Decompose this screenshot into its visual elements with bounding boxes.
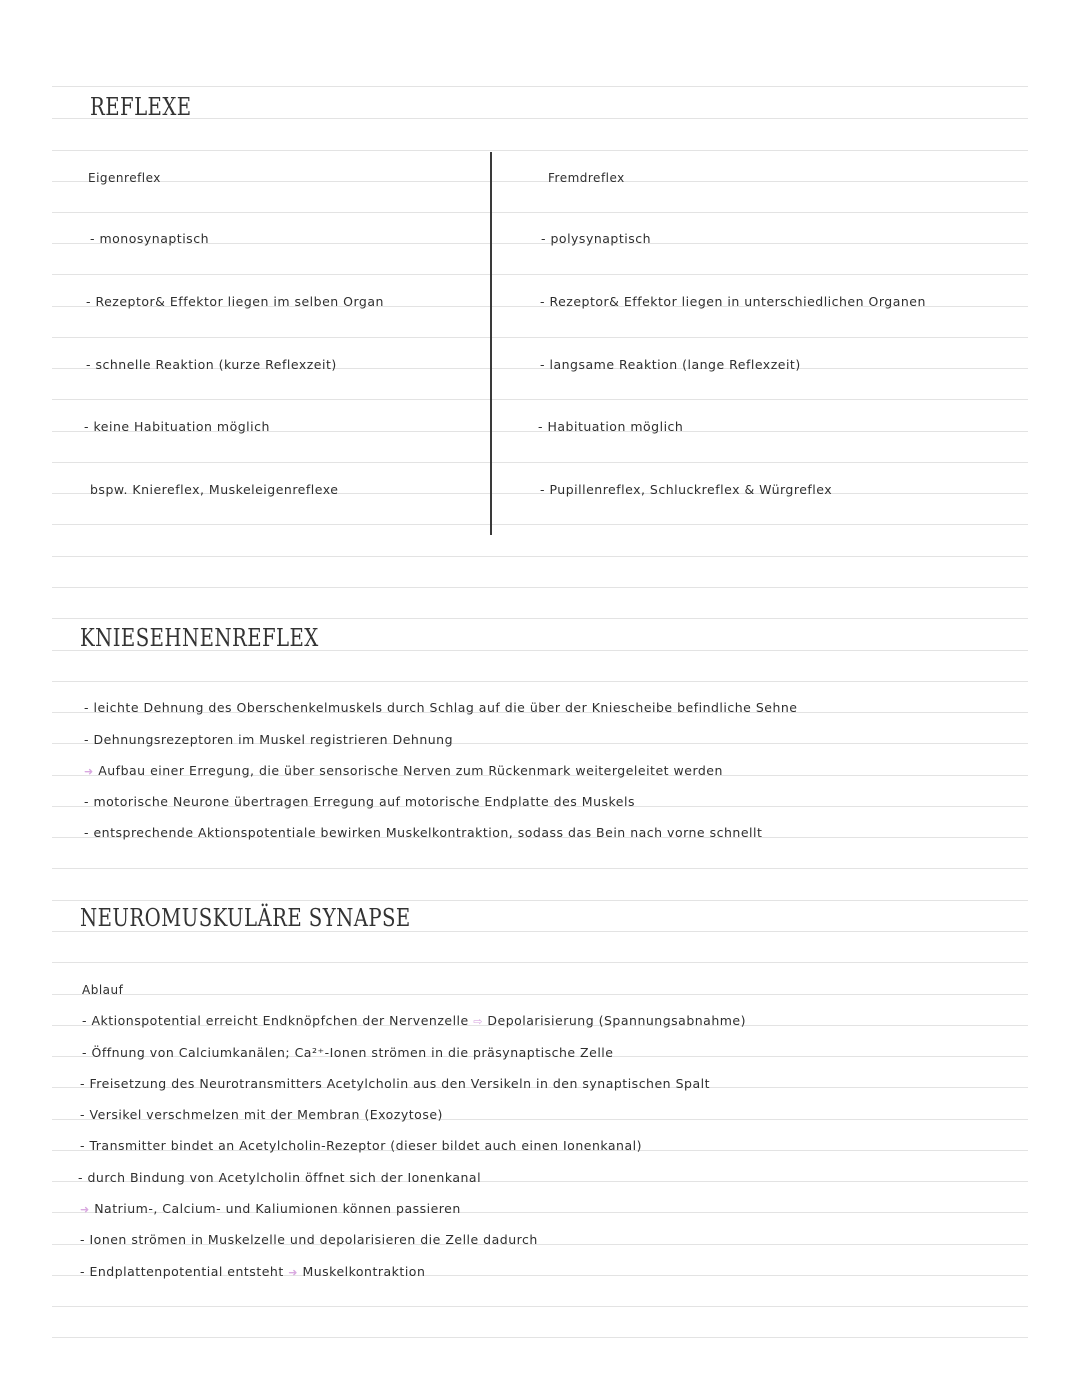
eigenreflex-item: - schnelle Reaktion (kurze Reflexzeit) [86,357,337,372]
synapse-line: - Endplattenpotential entsteht ➜ Muskelkontraktion [80,1264,426,1279]
fremdreflex-item: - Pupillenreflex, Schluckreflex & Würgreflex [540,482,833,497]
section-title-neuromuskulaere-synapse: NEUROMUSKULÄRE SYNAPSE [80,904,411,932]
subheading-ablauf: Ablauf [82,983,124,997]
eigenreflex-item: - Rezeptor& Effektor liegen im selben Organ [86,294,384,309]
synapse-line: - Transmitter bindet an Acetylcholin-Rezeptor (dieser bildet auch einen Ionenkanal) [80,1138,642,1153]
arrow-right-icon: ➜ [84,765,94,778]
synapse-line: - durch Bindung von Acetylcholin öffnet sich der Ionenkanal [78,1170,482,1185]
kniesehnenreflex-line: ➜ Aufbau einer Erregung, die über sensorische Nerven zum Rückenmark weitergeleitet werden [84,763,723,778]
eigenreflex-item: - monosynaptisch [90,231,209,246]
arrow-right-icon: ➜ [80,1203,90,1216]
column-heading-fremdreflex: Fremdreflex [548,171,625,185]
synapse-line: - Ionen strömen in Muskelzelle und depolarisieren die Zelle dadurch [80,1232,538,1247]
synapse-line: - Öffnung von Calciumkanälen; Ca²⁺-Ionen strömen in die präsynaptische Zelle [82,1045,614,1060]
fremdreflex-item: - Rezeptor& Effektor liegen in unterschiedlichen Organen [540,294,926,309]
synapse-line: - Aktionspotential erreicht Endknöpfchen der Nervenzelle ⇨ Depolarisierung (Spannungsabnahme) [82,1013,747,1028]
arrow-right-icon: ⇨ [473,1015,483,1028]
fremdreflex-item: - Habituation möglich [538,419,684,434]
kniesehnenreflex-line: - entsprechende Aktionspotentiale bewirken Muskelkontraktion, sodass das Bein nach vorne schnellt [84,825,763,840]
column-heading-eigenreflex: Eigenreflex [88,171,161,185]
synapse-line: - Freisetzung des Neurotransmitters Acetylcholin aus den Versikeln in den synaptischen Spalt [80,1076,710,1091]
kniesehnenreflex-line: - leichte Dehnung des Oberschenkelmuskels durch Schlag auf die über der Kniescheibe befindliche Sehne [84,700,798,715]
eigenreflex-item: - keine Habituation möglich [84,419,270,434]
kniesehnenreflex-line: - motorische Neurone übertragen Erregung auf motorische Endplatte des Muskels [84,794,635,809]
synapse-line: ➜ Natrium-, Calcium- und Kaliumionen können passieren [80,1201,461,1216]
section-title-kniesehnenreflex: KNIESEHNENREFLEX [80,624,319,652]
fremdreflex-item: - langsame Reaktion (lange Reflexzeit) [540,357,801,372]
eigenreflex-item: bspw. Kniereflex, Muskeleigenreflexe [90,482,339,497]
synapse-line: - Versikel verschmelzen mit der Membran (Exozytose) [80,1107,443,1122]
section-title-reflexe: REFLEXE [90,93,192,121]
kniesehnenreflex-line: - Dehnungsrezeptoren im Muskel registrieren Dehnung [84,732,454,747]
fremdreflex-item: - polysynaptisch [541,231,652,246]
arrow-right-icon: ➜ [288,1266,298,1279]
column-divider [490,152,492,535]
